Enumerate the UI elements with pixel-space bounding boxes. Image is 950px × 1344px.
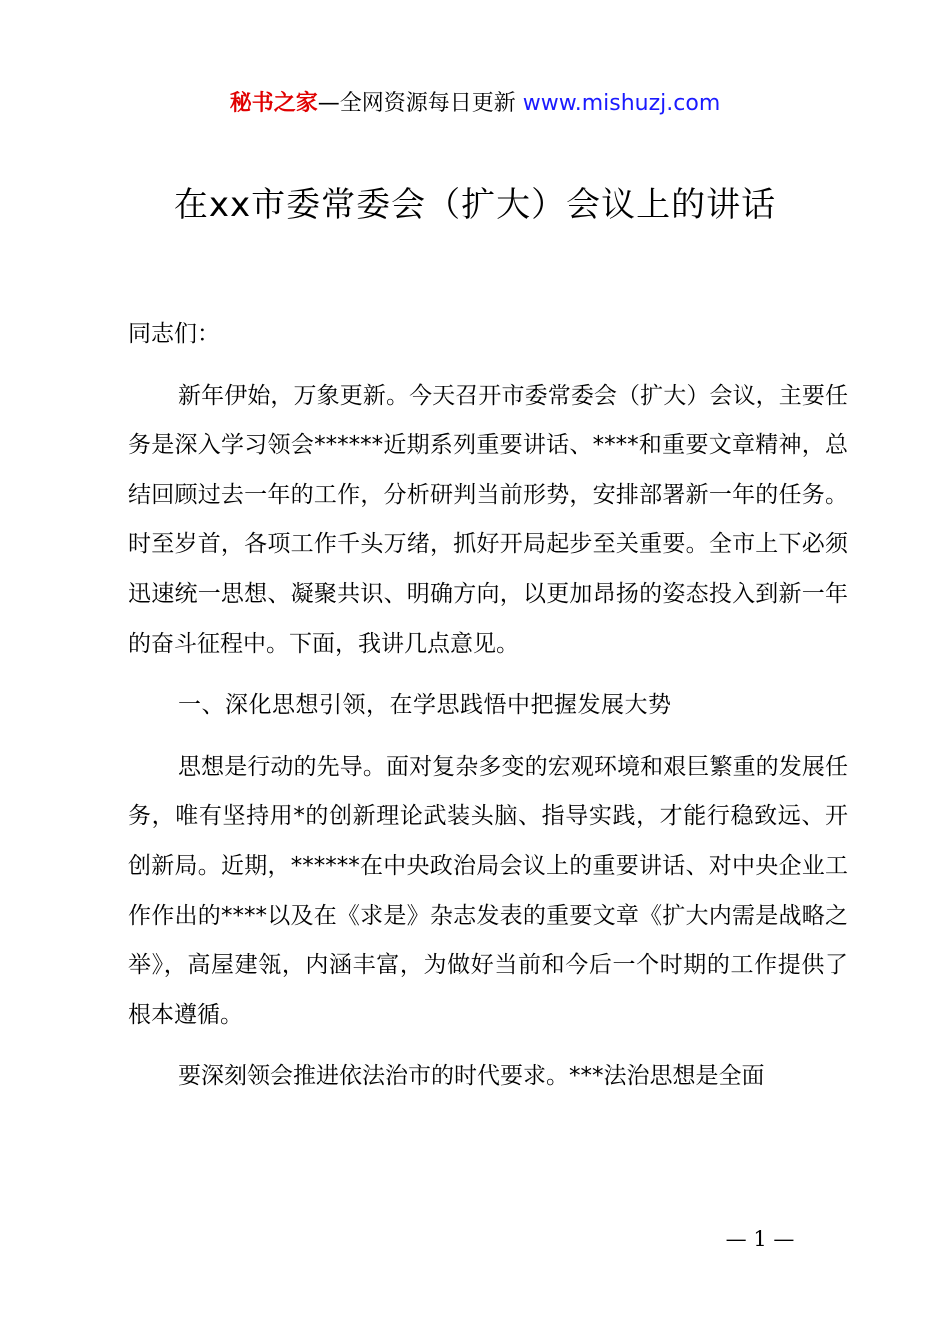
body-paragraph: 新年伊始，万象更新。今天召开市委常委会（扩大）会议，主要任务是深入学习领会******近期系列重要讲话、****和重要文章精神，总结回顾过去一年的工作，分析研判当前形势，安排部署新一年的任务。时至岁首，各项工作千头万绪，抓好开局起步至关重要。全市上下必须迅速统一思想、凝聚共识、明确方向，以更加昂扬的姿态投入到新一年的奋斗征程中。下面，我讲几点意见。 (128, 382, 848, 657)
header-tagline: —全网资源每日更新 (317, 91, 523, 116)
body-paragraph: 要深刻领会推进依法治市的时代要求。***法治思想是全面 (178, 1063, 765, 1090)
section-heading: 一、深化思想引领，在学思践悟中把握发展大势 (178, 692, 672, 719)
site-url-link[interactable]: www.mishuzj.com (522, 91, 721, 116)
document-title: 在xx市委常委会（扩大）会议上的讲话 (173, 185, 777, 225)
site-header (0, 88, 950, 120)
body-paragraph: 思想是行动的先导。面对复杂多变的宏观环境和艰巨繁重的发展任务，唯有坚持用*的创新理论武装头脑、指导实践，才能行稳致远、开创新局。近期，******在中央政治局会议上的重要讲话、对中央企业工作作出的****以及在《求是》杂志发表的重要文章《扩大内需是战略之举》，高屋建瓴，内涵丰富，为做好当前和今后一个时期的工作提供了根本遵循。 (128, 753, 848, 1028)
salutation: 同志们： (128, 321, 220, 347)
page-number: — 1 — (725, 1227, 795, 1251)
brand-name: 秘书之家 (229, 91, 318, 116)
document-body (128, 310, 848, 1114)
